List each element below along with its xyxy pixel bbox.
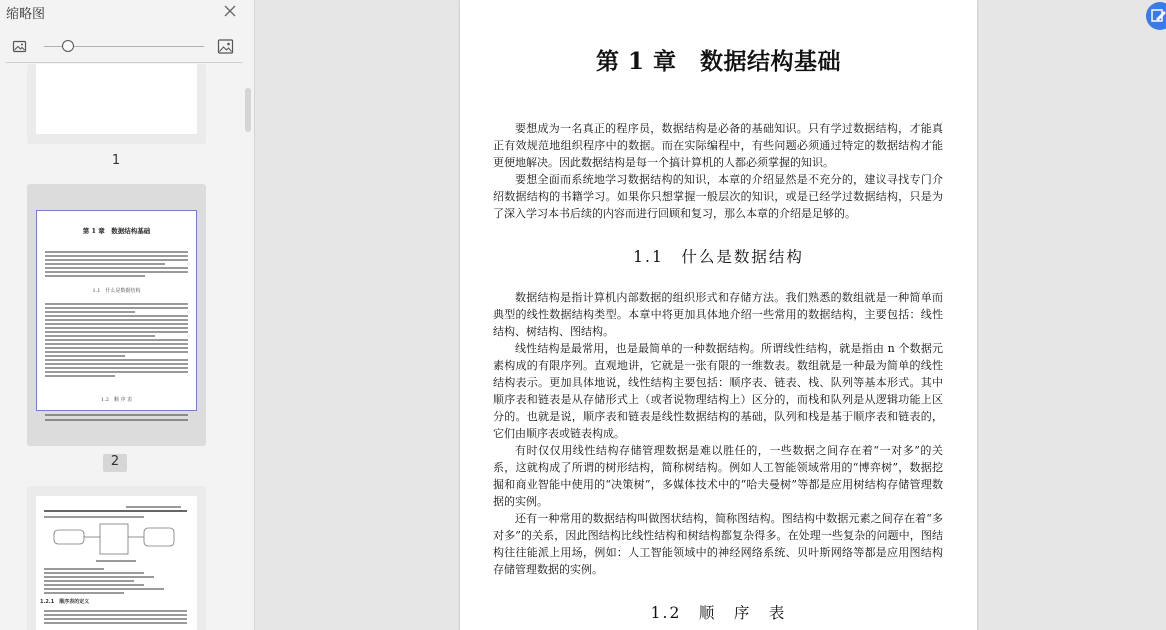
thumbnail-sidebar [0, 0, 255, 630]
thumbnail-page-3[interactable] [27, 486, 206, 630]
thumbnail-label: 1 [111, 153, 121, 168]
section-heading: 1.1 什么是数据结构 [633, 248, 804, 266]
floating-action-button[interactable] [1146, 2, 1166, 30]
edit-icon [1146, 2, 1166, 30]
thumbnail-chapter-title: 第 1 章 数据结构基础 [82, 227, 151, 235]
sidebar-divider [6, 62, 242, 63]
paragraph: 还有一种常用的数据结构叫做图状结构，简称图结构。图结构中数据元素之间存在着“多对多”的关系，因此图结构比线性结构和树结构都复杂得多。在处理一些复杂的问题中，图结构往往能派上用场，例如：人工智能领域中的神经网络系统、贝叶斯网络等都是应用图结构存储管理数据的实例。 [493, 512, 943, 576]
thumbnail-section-title: 1.2 顺 序 表 [100, 397, 133, 403]
paragraph: 要想成为一名真正的程序员，数据结构是必备的基础知识。只有学过数据结构，才能真正有效规范地组织程序中的数据。而在实际编程中，有些问题必须通过特定的数据结构才能更便地解决。因此数据结构是每一个搞计算机的人都必须掌握的知识。 [493, 122, 943, 169]
thumbnail-page-image [36, 496, 197, 630]
sidebar-title: 缩略图 [6, 7, 46, 22]
paragraph: 线性结构是最常用，也是最简单的一种数据结构。所谓线性结构，就是指由 n 个数据元素构成的有限序列。直观地讲，它就是一张有限的一维数表。数组就是一种最为简单的线性结构表示。更加具体地说，线性结构主要包括：顺序表、链表、栈、队列等基本形式。其中顺序表和链表是从存储形式上（或者说物理结构上）区分的，而栈和队列是从逻辑功能上区分的。也就是说，顺序表和链表是线性数据结构的基础，队列和栈是基于顺序表和链表的，它们由顺序表或链表构成。 [493, 342, 943, 440]
close-icon[interactable] [222, 3, 238, 19]
thumbnail-page-1[interactable] [27, 64, 206, 144]
thumbnail-section-title: 1.2.1 顺序表的定义 [40, 599, 90, 605]
image-large-icon[interactable] [217, 38, 234, 55]
thumbnail-page-2[interactable] [27, 184, 206, 446]
paragraph: 有时仅仅用线性结构存储管理数据是难以胜任的，一些数据之间存在着“一对多”的关系，这就构成了所谓的树形结构，简称树结构。例如人工智能领域常用的“博弈树”，数据挖掘和商业智能中使用的“决策树”，多媒体技术中的“哈夫曼树”等都是应用树结构存储管理数据的实例。 [493, 444, 943, 508]
paragraph: 要想全面而系统地学习数据结构的知识，本章的介绍显然是不充分的，建议寻找专门介绍数据结构的书籍学习。如果你只想掌握一般层次的知识，或是已经学过数据结构，只是为了深入学习本书后续的内容而进行回顾和复习，那么本章的介绍是足够的。 [493, 173, 943, 220]
section-heading: 1.2 顺 序 表 [650, 604, 787, 622]
thumbnail-diagram [50, 522, 180, 556]
thumbnail-label: 2 [103, 454, 127, 472]
chapter-title: 第 1 章 数据结构基础 [595, 48, 842, 75]
sidebar-scrollbar[interactable] [245, 88, 251, 132]
thumbnail-page-image [36, 210, 197, 411]
thumbnail-zoom-control [12, 38, 242, 56]
thumbnail-section-title: 1.1 什么是数据结构 [92, 288, 141, 294]
document-page [460, 0, 977, 630]
thumbnail-page-image [36, 64, 197, 134]
zoom-slider-handle[interactable] [62, 40, 74, 52]
image-small-icon[interactable] [12, 39, 27, 54]
paragraph: 数据结构是指计算机内部数据的组织形式和存储方法。我们熟悉的数组就是一种简单而典型的线性数据结构类型。本章中将更加具体地介绍一些常用的数据结构，主要包括：线性结构、树结构、图结构。 [493, 291, 943, 338]
